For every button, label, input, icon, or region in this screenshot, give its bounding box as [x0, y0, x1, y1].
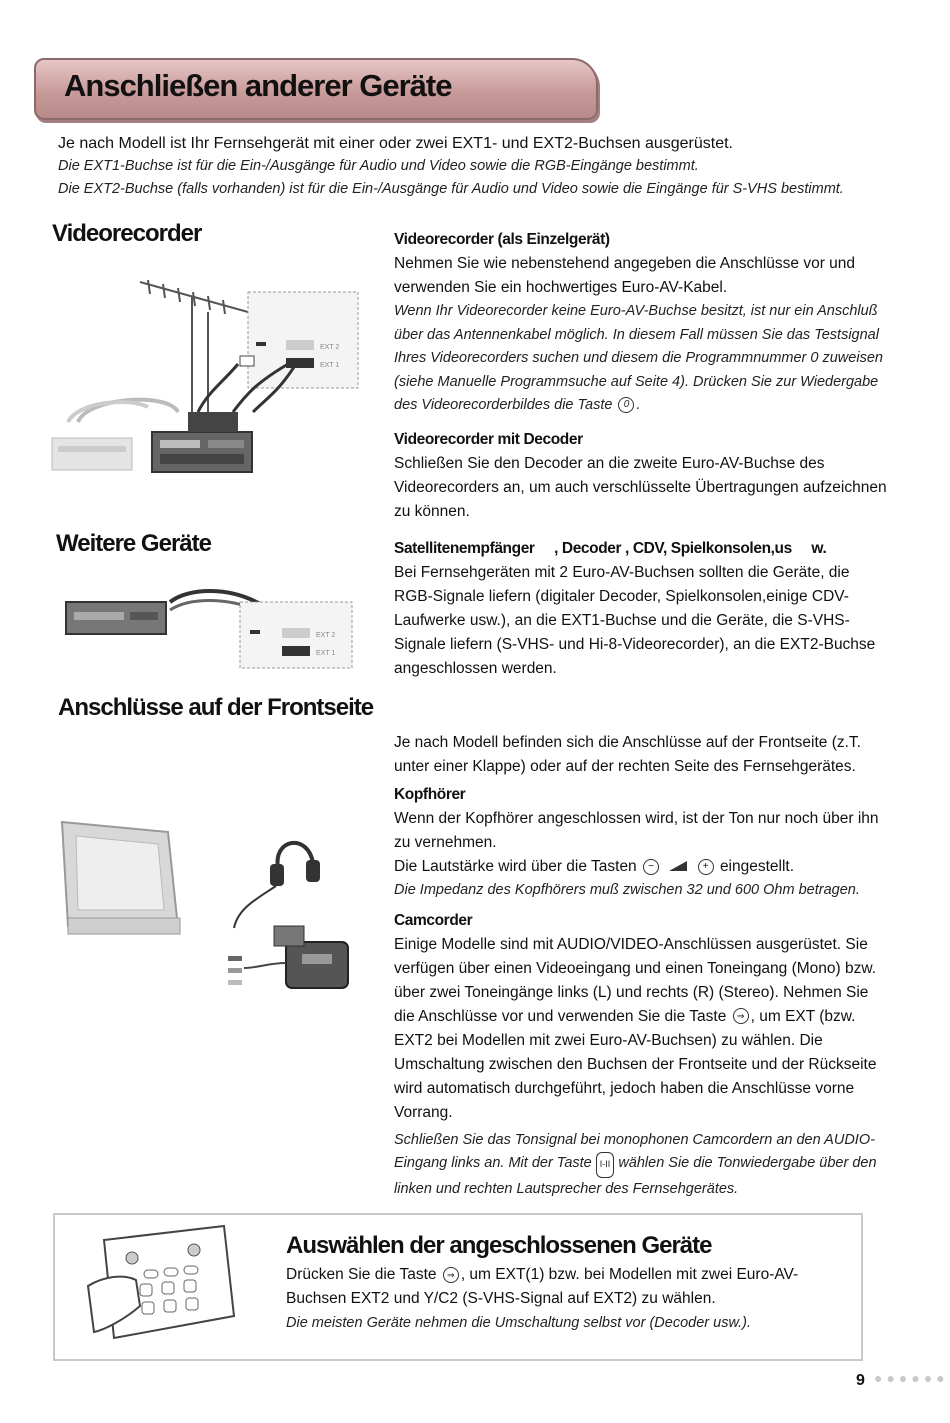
volume-plus-key-icon: + — [698, 859, 714, 875]
volume-minus-key-icon: − — [643, 859, 659, 875]
videorecorder-text — [394, 228, 890, 524]
front-diagram — [58, 818, 358, 998]
intro-line-1: Je nach Modell ist Ihr Fernsehgerät mit einer oder zwei EXT1- und EXT2-Buchsen ausgerüstet. — [58, 135, 733, 152]
camcorder-note-end: wählen Sie die Tonwiedergabe über den linken und rechten Lautsprecher des Fernsehgerätes. — [394, 1155, 877, 1197]
kopfhoerer-p2 — [394, 855, 890, 879]
videorecorder-sub1: Videorecorder (als Einzelgerät) — [394, 231, 610, 248]
av-key-icon-2: ⇒ — [443, 1267, 459, 1283]
front-text — [394, 731, 890, 1201]
camcorder-note — [394, 1129, 890, 1202]
weitere-text — [394, 537, 890, 681]
kopfhoerer-p1: Wenn der Kopfhörer angeschlossen wird, ist der Ton nur noch über ihn zu vernehmen. — [394, 810, 879, 851]
remote-illustration — [84, 1220, 244, 1352]
kopfhoerer-p2-end: eingestellt. — [719, 858, 795, 875]
videorecorder-p2-text: Wenn Ihr Videorecorder keine Euro-AV-Buchse besitzt, ist nur ein Anschluß über das Antennenkabel möglich. In diesem Fall müssen Sie das Testsignal Ihres Videorecorders suchen und diesem die Programmnummer 0 zuweisen (siehe Manuelle Programmsuche auf Seite 4). Drücken Sie zur Wiedergabe des Videorecorderbildes die Taste — [394, 303, 883, 413]
intro-line-3: Die EXT2-Buchse (falls vorhanden) ist für die Ein-/Ausgänge für Audio und Video sowie die Eingänge für S-VHS bestimmt. — [58, 181, 844, 197]
camcorder-p-text: Einige Modelle sind mit AUDIO/VIDEO-Anschlüssen ausgerüstet. Sie verfügen über einen Videoeingang und einen Toneingang (Mono) bzw. über zwei Toneingänge links (L) und rechts (R) (Stereo). Nehmen Sie die Anschlüsse vor und verwenden Sie die Taste — [394, 935, 877, 1025]
camcorder-p — [394, 933, 890, 1125]
volume-icon — [669, 861, 687, 871]
page-title: Anschließen anderer Geräte — [64, 68, 452, 103]
kopfhoerer-sub: Kopfhörer — [394, 786, 466, 803]
weitere-heading: Weitere Geräte — [56, 530, 211, 557]
diagram-label-ext2: EXT 2 — [320, 344, 340, 351]
audio-mode-key-icon: I-II — [596, 1152, 615, 1178]
intro-line-2: Die EXT1-Buchse ist für die Ein-/Ausgänge für Audio und Video sowie die RGB-Eingänge bestimmt. — [58, 158, 699, 174]
intro-block — [58, 132, 918, 201]
page-dots: ●●●●●● — [874, 1370, 949, 1386]
weitere-diagram — [60, 582, 360, 672]
videorecorder-p2-end: . — [636, 397, 641, 413]
videorecorder-heading: Videorecorder — [52, 220, 202, 247]
select-text — [286, 1263, 846, 1335]
videorecorder-p2 — [394, 300, 890, 418]
select-p-end: , um EXT(1) bzw. bei Modellen mit zwei Euro-AV-Buchsen EXT2 und Y/C2 (S-VHS-Signal auf EXT2) zu wählen. — [286, 1266, 799, 1307]
camcorder-note-text: Schließen Sie das Tonsignal bei monophonen Camcordern an den AUDIO-Eingang links an. Mit der Taste — [394, 1131, 875, 1171]
kopfhoerer-p2-text: Die Lautstärke wird über die Tasten — [394, 858, 637, 875]
diagram-label-ext1-b: EXT 1 — [316, 650, 336, 657]
kopfhoerer-note: Die Impedanz des Kopfhörers muß zwischen 32 und 600 Ohm betragen. — [394, 882, 860, 898]
diagram-label-ext1: EXT 1 — [320, 362, 340, 369]
front-heading: Anschlüsse auf der Frontseite — [58, 694, 374, 721]
av-key-icon: ⇒ — [733, 1008, 749, 1024]
weitere-sub: Satellitenempfänger , Decoder , CDV, Spielkonsolen,us w. — [394, 540, 827, 557]
videorecorder-p1: Nehmen Sie wie nebenstehend angegeben die Anschlüsse vor und verwenden Sie ein hochwertiges Euro-AV-Kabel. — [394, 255, 856, 296]
videorecorder-diagram — [48, 272, 368, 482]
select-note: Die meisten Geräte nehmen die Umschaltung selbst vor (Decoder usw.). — [286, 1315, 752, 1331]
page-number: 9 — [856, 1372, 865, 1389]
videorecorder-sub2: Videorecorder mit Decoder — [394, 430, 583, 448]
select-heading: Auswählen der angeschlossenen Geräte — [286, 1232, 712, 1259]
front-p1: Je nach Modell befinden sich die Anschlüsse auf der Frontseite (z.T. unter einer Klappe) oder auf der rechten Seite des Fernsehgerätes. — [394, 734, 861, 775]
weitere-p: Bei Fernsehgeräten mit 2 Euro-AV-Buchsen sollten die Geräte, die RGB-Signale liefern (digitaler Decoder, Spielkonsolen,einige CDV-Laufwerke usw.), an die EXT1-Buchse und die Geräte, die S-VHS-Signale liefern (S-VHS- und Hi-8-Videorecorder), an die EXT2-Buchse angeschlossen werden. — [394, 564, 876, 677]
zero-key-icon: 0 — [618, 397, 634, 413]
select-p-text: Drücken Sie die Taste — [286, 1266, 437, 1283]
camcorder-p-end: , um EXT (bzw. EXT2 bei Modellen mit zwei Euro-AV-Buchsen) zu wählen. Die Umschaltung zwischen den Buchsen der Frontseite und der Rückseite wird automatisch durchgeführt, jedoch haben die Anschlüsse vorne Vorrang. — [394, 1007, 877, 1121]
diagram-label-ext2-b: EXT 2 — [316, 632, 336, 639]
camcorder-sub: Camcorder — [394, 911, 473, 929]
videorecorder-p3: Schließen Sie den Decoder an die zweite Euro-AV-Buchse des Videorecorders an, um auch verschlüsselte Übertragungen aufzeichnen zu können. — [394, 454, 887, 520]
